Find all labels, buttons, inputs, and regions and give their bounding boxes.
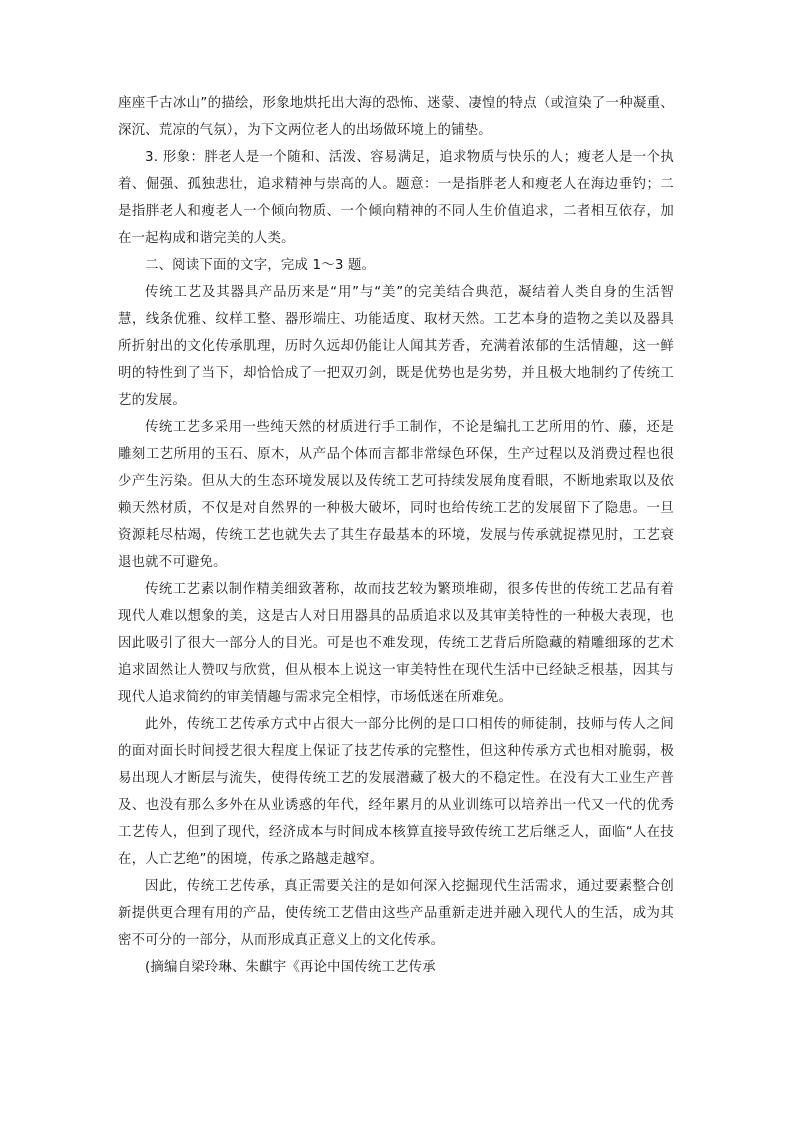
section-heading: 二、阅读下面的文字，完成 1～3 题。 (145, 258, 376, 273)
document-page (118, 90, 674, 981)
body-paragraph-1: 传统工艺及其器具产品历来是“用”与“美”的完美结合典范，凝结着人类自身的生活智慧，线条优雅、纹样工整、器形端庄、功能适度、取材天然。工艺本身的造物之美以及器具所折射出的文化传承肌理，历时久远却仍能让人闻其芳香，充满着浓郁的生活情趣，这一鲜明的特性到了当下，却恰恰成了一把双刃剑，既是优势也是劣势，并且极大地制约了传统工艺的发展。 (118, 285, 674, 408)
body-paragraph-2: 传统工艺多采用一些纯天然的材质进行手工制作，不论是编扎工艺所用的竹、藤，还是雕刻工艺所用的玉石、原木，从产品个体而言都非常绿色环保，生产过程以及消费过程也很少产生污染。但从大的生态环境发展以及传统工艺可持续发展角度看眼，不断地索取以及依赖天然材质，不仅是对自然界的一种极大破坏，同时也给传统工艺的发展留下了隐患。一旦资源耗尽枯竭，传统工艺也就失去了其生存最基本的环境，发展与传承就捉襟见肘，工艺衰退也就不可避免。 (118, 420, 674, 570)
body-paragraph-3: 传统工艺素以制作精美细致著称，故而技艺较为繁琐堆砌，很多传世的传统工艺品有着现代人难以想象的美，这是古人对日用器具的品质追求以及其审美特性的一种极大表现，也因此吸引了很大一部分人的目光。可是也不难发现，传统工艺背后所隐藏的精雕细琢的艺术追求固然让人赞叹与欣赏，但从根本上说这一审美特性在现代生活中已经缺乏根基，因其与现代人追求简约的审美情趣与需求完全相悖，市场低迷在所难免。 (118, 582, 674, 705)
answer-paragraph-continuation: 座座千古冰山”的描绘，形象地烘托出大海的恐怖、迷蒙、凄惶的特点（或渲染了一种凝重、深沉、荒凉的气氛），为下文两位老人的出场做环境上的铺垫。 (118, 96, 674, 138)
answer-paragraph-3: 3. 形象：胖老人是一个随和、活泼、容易满足，追求物质与快乐的人；瘦老人是一个执着、倔强、孤独悲壮，追求精神与崇高的人。题意：一是指胖老人和瘦老人在海边垂钓；二是指胖老人和瘦老人一个倾向物质、一个倾向精神的不同人生价值追求，二者相互依存，加在一起构成和谐完美的人类。 (118, 150, 674, 246)
body-paragraph-4: 此外，传统工艺传承方式中占很大一部分比例的是口口相传的师徒制，技师与传人之间的面对面长时间授艺很大程度上保证了技艺传承的完整性，但这种传承方式也相对脆弱，极易出现人才断层与流失，使得传统工艺的发展潜藏了极大的不稳定性。在没有大工业生产普及、也没有那么多外在从业诱惑的年代，经年累月的从业训练可以培养出一代又一代的优秀工艺传人，但到了现代，经济成本与时间成本核算直接导致传统工艺后继乏人，面临“人在技在，人亡艺绝”的困境，传承之路越走越窄。 (118, 717, 674, 867)
source-citation: (摘编自梁玲琳、朱麒宇《再论中国传统工艺传承 (145, 960, 436, 975)
body-paragraph-5: 因此，传统工艺传承，真正需要关注的是如何深入挖掘现代生活需求，通过要素整合创新提供更合理有用的产品，使传统工艺借由这些产品重新走进并融入现代人的生活，成为其密不可分的一部分，从而形成真正意义上的文化传承。 (118, 879, 674, 948)
